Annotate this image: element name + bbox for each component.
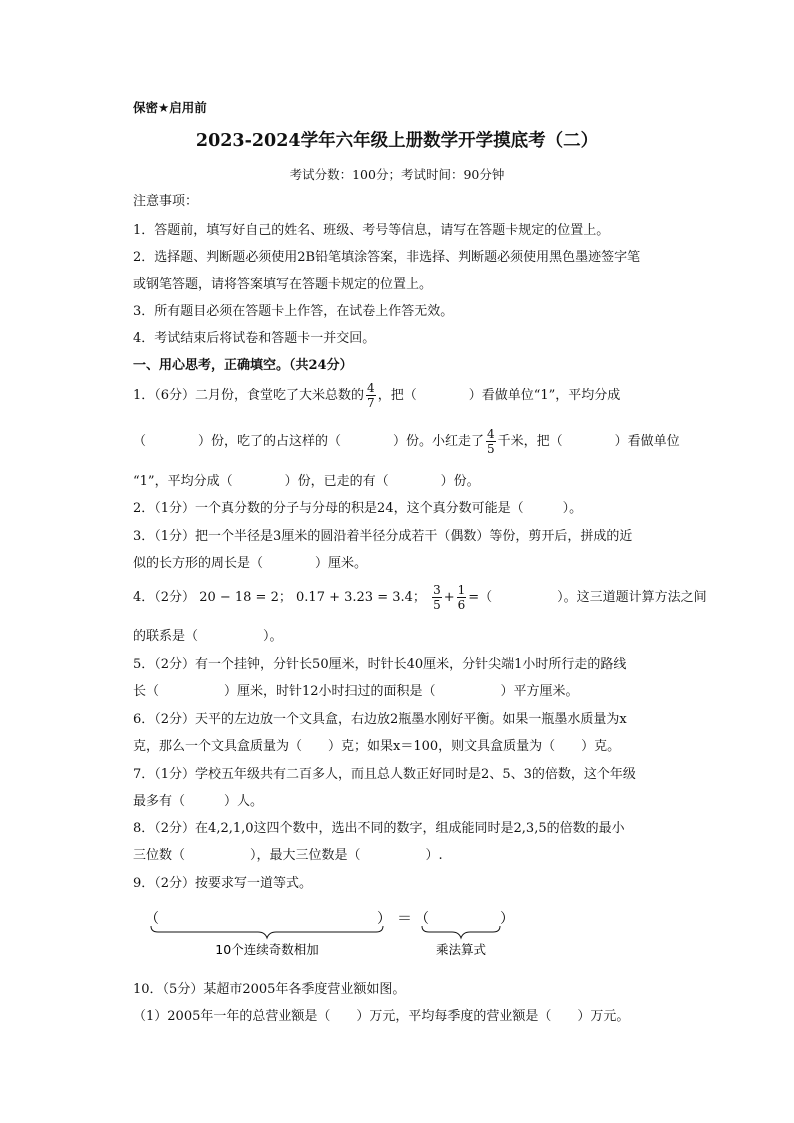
q4-frac-b-denominator: 6 [457, 598, 466, 612]
q1-frac2-numerator: 4 [487, 427, 495, 441]
notice-item-2-cont: 或钢笔答题，请将答案填写在答题卡规定的位置上。 [133, 277, 433, 292]
q1-text-b: ，把（ ）看做单位“1”，平均分成 [377, 388, 621, 403]
question-9: 9．（2分）按要求写一道等式。 [133, 876, 313, 891]
notice-title: 注意事项： [133, 194, 199, 209]
q1-fraction-1 [366, 381, 376, 410]
question-8-line-1: 8．（2分）在4,2,1,0这四个数中，选出不同的数字，组成能同时是2,3,5的倍数的最小 [133, 821, 625, 836]
page-title: 2023-2024学年六年级上册数学开学摸底考（二） [195, 131, 599, 151]
q4-text-b: =（ ）。这三道题计算方法之间 [468, 590, 707, 605]
question-8-line-2: 三位数（ ），最大三位数是（ ）. [133, 848, 443, 863]
right-brace [422, 926, 500, 938]
q4-separator-1: ； [278, 590, 292, 605]
confidential-label: 保密★启用前 [133, 100, 207, 115]
notice-item-1: 1．答题前，填写好自己的姓名、班级、考号等信息，请写在答题卡规定的位置上。 [133, 223, 610, 238]
question-1-line-2 [133, 427, 680, 456]
section-1-title: 一、用心思考，正确填空。（共24分） [133, 358, 353, 373]
question-3-line-2: 似的长方形的周长是（ ）厘米。 [133, 556, 368, 571]
notice-item-4: 4．考试结束后将试卷和答题卡一并交回。 [133, 331, 376, 346]
left-open-paren: （ [145, 911, 159, 927]
q1-text-c: （ ）份，吃了的占这样的（ ）份。小红走了 [133, 434, 485, 449]
q1-frac1-denominator: 7 [367, 396, 375, 410]
question-6-line-2: 克，那么一个文具盒质量为（ ）克；如果x＝100，则文具盒质量为（ ）克。 [133, 739, 621, 754]
q1-fraction-2 [486, 427, 496, 456]
question-10-sub-1: （1）2005年一年的总营业额是（ ）万元，平均每季度的营业额是（ ）万元。 [133, 1009, 630, 1024]
question-7-line-1: 7．（1分）学校五年级共有二百多人，而且总人数正好同时是2、5、3的倍数，这个年级 [133, 767, 636, 782]
q4-expression-2: 0.17 + 3.23 = 3.4 [296, 590, 413, 605]
right-open-paren: （ [415, 911, 429, 927]
exam-info: 考试分数：100分；考试时间：90分钟 [289, 167, 505, 182]
q4-frac-b-numerator: 1 [457, 583, 466, 597]
q4-frac-a-numerator: 3 [433, 583, 441, 597]
right-close-paren: ） [500, 911, 514, 927]
question-4-line-1 [133, 583, 707, 612]
left-brace-label: 10个连续奇数相加 [215, 942, 319, 957]
left-close-paren: ） [377, 911, 391, 927]
q4-fraction-a [432, 583, 442, 612]
notice-item-2: 2．选择题、判断题必须使用2B铅笔填涂答案，非选择、判断题必须使用黑色墨迹签字笔 [133, 250, 641, 265]
right-brace-label: 乘法算式 [435, 942, 487, 957]
q1-text-d: 千米，把（ ）看做单位 [497, 434, 680, 449]
q1-text-a: 1．（6分）二月份，食堂吃了大米总数的 [133, 388, 365, 403]
question-1-line-1 [133, 381, 620, 410]
question-4-line-2: 的联系是（ ）。 [133, 629, 283, 644]
equation-diagram [145, 908, 525, 960]
q4-expression-1: 20 − 18 = 2 [199, 590, 279, 605]
q4-label: 4．（2分） [133, 590, 196, 605]
equals-sign: ＝ [397, 909, 413, 927]
question-5-line-2: 长（ ）厘米，时针12小时扫过的面积是（ ）平方厘米。 [133, 684, 579, 699]
question-7-line-2: 最多有（ ）人。 [133, 794, 264, 809]
q1-frac1-numerator: 4 [367, 381, 375, 395]
question-6-line-1: 6．（2分）天平的左边放一个文具盒，右边放2瓶墨水刚好平衡。如果一瓶墨水质量为x [133, 712, 627, 727]
q4-separator-2: ； [412, 590, 426, 605]
question-1-line-3: “1”，平均分成（ ）份，已走的有（ ）份。 [133, 474, 480, 489]
q4-fraction-b [457, 583, 467, 612]
q4-frac-a-denominator: 5 [433, 598, 441, 612]
question-10-line-1: 10．（5分）某超市2005年各季度营业额如图。 [133, 982, 406, 997]
question-5-line-1: 5．（2分）有一个挂钟，分针长50厘米，时针长40厘米，分针尖端1小时所行走的路线 [133, 657, 627, 672]
q4-plus: + [443, 590, 455, 605]
notice-item-3: 3．所有题目必须在答题卡上作答，在试卷上作答无效。 [133, 304, 454, 319]
q1-frac2-denominator: 5 [487, 442, 495, 456]
question-2: 2．（1分）一个真分数的分子与分母的积是24，这个真分数可能是（ ）。 [133, 501, 583, 516]
left-brace [151, 926, 383, 938]
question-3-line-1: 3．（1分）把一个半径是3厘米的圆沿着半径分成若干（偶数）等份，剪开后，拼成的近 [133, 529, 633, 544]
